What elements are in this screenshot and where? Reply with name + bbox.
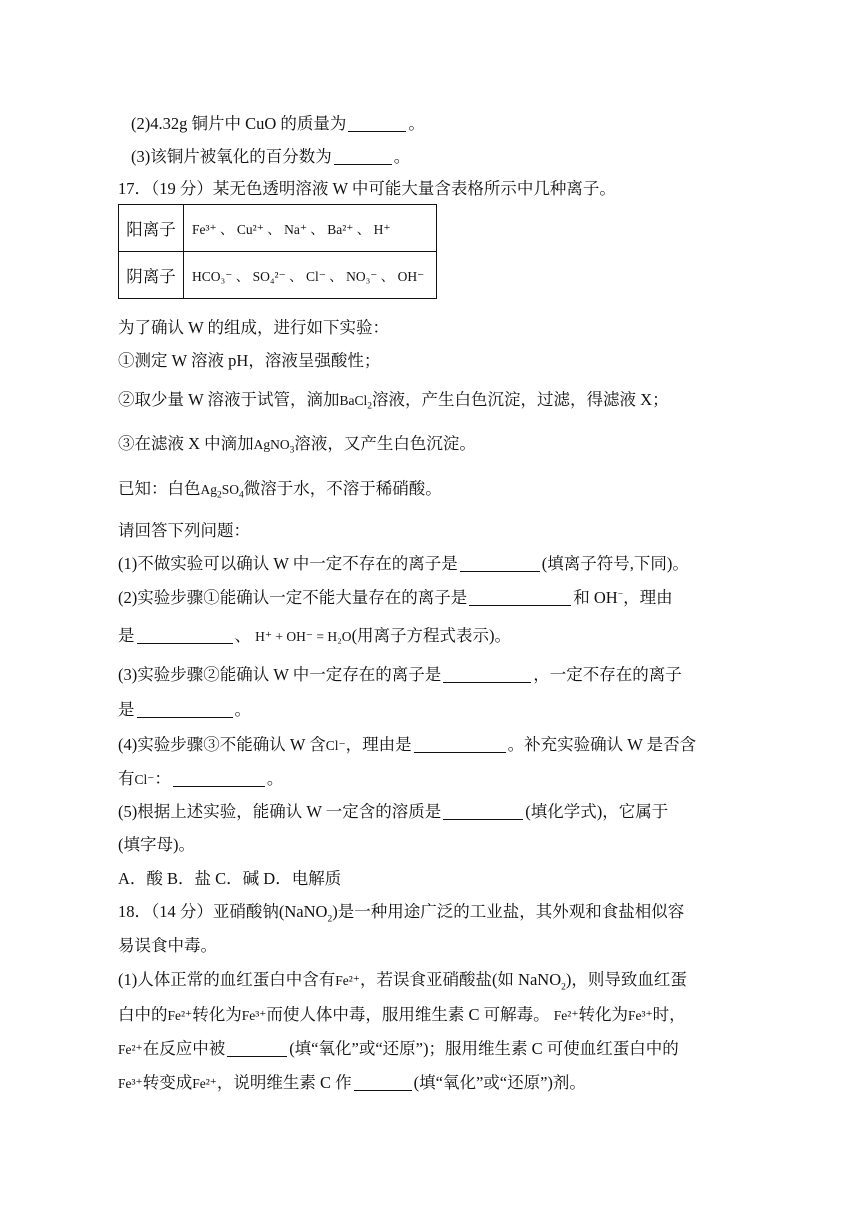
text: (1)人体正常的血红蛋白中含有 bbox=[118, 970, 336, 989]
text: (用离子方程式表示)。 bbox=[351, 626, 512, 645]
text: 18．（14 分）亚硝酸钠(NaNO bbox=[118, 902, 328, 921]
question-17-part-2 bbox=[118, 587, 673, 609]
anion-label: 阴离子 bbox=[119, 252, 184, 299]
question-17-part-3 bbox=[118, 664, 682, 686]
question-17-part-1 bbox=[118, 553, 689, 575]
text: 。 bbox=[266, 769, 284, 788]
chloride-ion: Cl⁻ bbox=[325, 738, 346, 753]
text: 。补充实验确认 W 是否含 bbox=[507, 735, 697, 754]
table-row bbox=[119, 252, 437, 299]
answer-blank[interactable] bbox=[443, 666, 531, 683]
ferrous-ion: Fe²⁺ bbox=[553, 1008, 579, 1023]
question-18-part-1 bbox=[118, 969, 687, 992]
question-17-part-5-cont: (填字母)。 bbox=[118, 835, 195, 854]
text: 。 bbox=[234, 700, 251, 719]
text: ②取少量 W 溶液于试管，滴加 bbox=[118, 390, 340, 409]
text: (2)实验步骤①能确认一定不能大量存在的离子是 bbox=[118, 588, 468, 607]
formula-text: SO bbox=[221, 482, 240, 497]
experiment-step-1: ①测定 W 溶液 pH，溶液呈强酸性； bbox=[118, 351, 381, 370]
ferrous-ion: Fe²⁺ bbox=[335, 973, 360, 988]
subscript: 2 bbox=[217, 490, 222, 501]
text: )，则导致血红蛋 bbox=[565, 970, 687, 989]
text: 是 bbox=[118, 626, 135, 645]
text: ： bbox=[154, 769, 171, 788]
chloride-ion: Cl⁻ bbox=[134, 772, 155, 787]
text: ③在滤液 X 中滴加 bbox=[118, 434, 254, 453]
text: (填化学式)，它属于 bbox=[525, 802, 669, 821]
text: 。 bbox=[393, 147, 411, 166]
known-info bbox=[118, 478, 442, 501]
text: ，理由 bbox=[623, 588, 673, 607]
answer-blank[interactable] bbox=[334, 148, 392, 165]
question-18-part-1-line-4 bbox=[118, 1072, 586, 1095]
formula-text: OH bbox=[593, 588, 618, 607]
experiment-step-3 bbox=[118, 433, 476, 456]
formula bbox=[253, 437, 295, 456]
text: ，若误食亚硝酸盐(如 NaNO bbox=[359, 970, 562, 989]
ferrous-ion: Fe²⁺ bbox=[118, 1042, 143, 1057]
formula-text: BaCl bbox=[339, 393, 368, 408]
answer-blank[interactable] bbox=[469, 589, 571, 606]
question-17-part-3-cont bbox=[118, 699, 251, 721]
table-row bbox=[119, 205, 437, 252]
question-16-part-3 bbox=[131, 146, 410, 168]
formula bbox=[339, 393, 373, 412]
text: 微溶于水，不溶于稀硝酸。 bbox=[243, 479, 442, 498]
question-17-part-4-cont bbox=[118, 768, 283, 791]
text: 转化为 bbox=[192, 1005, 242, 1024]
text: (4)实验步骤③不能确认 W 含 bbox=[118, 735, 326, 754]
formula-text: AgNO bbox=[253, 437, 290, 452]
subscript: 2 bbox=[561, 982, 566, 993]
text: 、 bbox=[234, 626, 251, 645]
cation-list: Fe³⁺ 、 Cu²⁺ 、 Na⁺ 、 Ba²⁺ 、 H⁺ bbox=[184, 205, 437, 252]
experiment-step-2 bbox=[118, 389, 669, 412]
question-18-part-1-line-2 bbox=[118, 1004, 686, 1027]
text: 白中的 bbox=[118, 1005, 168, 1024]
answer-blank[interactable] bbox=[443, 803, 523, 820]
subscript: 2 bbox=[327, 914, 333, 925]
answer-blank[interactable] bbox=[414, 736, 506, 753]
text: 。 bbox=[408, 114, 425, 133]
question-17-title: 17．（19 分）某无色透明溶液 W 中可能大量含表格所示中几种离子。 bbox=[118, 179, 616, 198]
formula bbox=[200, 482, 244, 501]
text: 溶液，又产生白色沉淀。 bbox=[294, 434, 476, 453]
text: 转化为 bbox=[578, 1005, 628, 1024]
answer-options: A．酸 B．盐 C．碱 D．电解质 bbox=[118, 869, 342, 888]
cation-label: 阳离子 bbox=[119, 205, 184, 252]
answer-blank[interactable] bbox=[354, 1074, 412, 1091]
text: ，理由是 bbox=[345, 735, 412, 754]
text: (填“氧化”或“还原”)；服用维生素 C 可使血红蛋白中的 bbox=[289, 1039, 679, 1058]
ferric-ion: Fe³⁺ bbox=[627, 1008, 653, 1023]
hydroxide-ion bbox=[594, 588, 623, 607]
intro-text: 为了确认 W 的组成，进行如下实验： bbox=[118, 318, 390, 337]
ionic-equation: H⁺ + OH⁻ = H₂O bbox=[255, 629, 352, 644]
question-16-part-2 bbox=[131, 113, 425, 135]
text: 时， bbox=[652, 1005, 686, 1024]
text: (5)根据上述实验，能确认 W 一定含的溶质是 bbox=[118, 802, 442, 821]
text: 和 bbox=[573, 588, 590, 607]
question-17-part-4 bbox=[118, 734, 696, 757]
text: ，一定不存在的离子 bbox=[533, 665, 682, 684]
ferrous-ion: Fe²⁺ bbox=[192, 1076, 217, 1091]
answer-prompt: 请回答下列问题： bbox=[118, 521, 250, 540]
text: 在反应中被 bbox=[142, 1039, 226, 1058]
answer-blank[interactable] bbox=[460, 555, 540, 572]
text: 溶液，产生白色沉淀，过滤，得滤液 X； bbox=[372, 390, 669, 409]
text: (填“氧化”或“还原”)剂。 bbox=[413, 1073, 586, 1092]
text: 已知：白色 bbox=[118, 479, 201, 498]
subscript: 4 bbox=[239, 490, 244, 501]
answer-blank[interactable] bbox=[348, 115, 406, 132]
superscript: − bbox=[617, 589, 624, 600]
ion-table bbox=[118, 204, 437, 299]
text: 是 bbox=[118, 700, 135, 719]
ferric-ion: Fe³⁺ bbox=[241, 1008, 267, 1023]
subscript: 2 bbox=[367, 401, 373, 412]
question-18-title bbox=[118, 901, 684, 923]
answer-blank[interactable] bbox=[227, 1040, 287, 1057]
question-18-part-1-line-3 bbox=[118, 1038, 679, 1061]
text: ，说明维生素 C 作 bbox=[216, 1073, 352, 1092]
text: 而使人体中毒，服用维生素 C 可解毒。 bbox=[266, 1005, 550, 1024]
question-17-part-5 bbox=[118, 801, 668, 823]
question-18-title-cont: 易误食中毒。 bbox=[118, 936, 217, 955]
text: (1)不做实验可以确认 W 中一定不存在的离子是 bbox=[118, 554, 458, 573]
text: )是一种用途广泛的工业盐，其外观和食盐相似容 bbox=[332, 902, 685, 921]
answer-blank[interactable] bbox=[137, 701, 233, 718]
answer-blank[interactable] bbox=[137, 627, 233, 644]
text: 转变成 bbox=[142, 1073, 193, 1092]
ferrous-ion: Fe²⁺ bbox=[167, 1008, 193, 1023]
text: (3)该铜片被氧化的百分数为 bbox=[131, 147, 332, 166]
text: (3)实验步骤②能确认 W 中一定存在的离子是 bbox=[118, 665, 442, 684]
text: (填离子符号,下同)。 bbox=[541, 554, 689, 573]
question-17-part-2-cont bbox=[118, 625, 511, 648]
ferric-ion: Fe³⁺ bbox=[118, 1076, 143, 1091]
text: 有 bbox=[118, 769, 135, 788]
answer-blank[interactable] bbox=[173, 770, 265, 787]
text: (2)4.32g 铜片中 CuO 的质量为 bbox=[131, 114, 347, 133]
formula-text: Ag bbox=[200, 482, 217, 497]
subscript: 3 bbox=[289, 445, 295, 456]
anion-list: HCO₃⁻ 、 SO₄²⁻ 、 Cl⁻ 、 NO₃⁻ 、 OH⁻ bbox=[184, 252, 437, 299]
